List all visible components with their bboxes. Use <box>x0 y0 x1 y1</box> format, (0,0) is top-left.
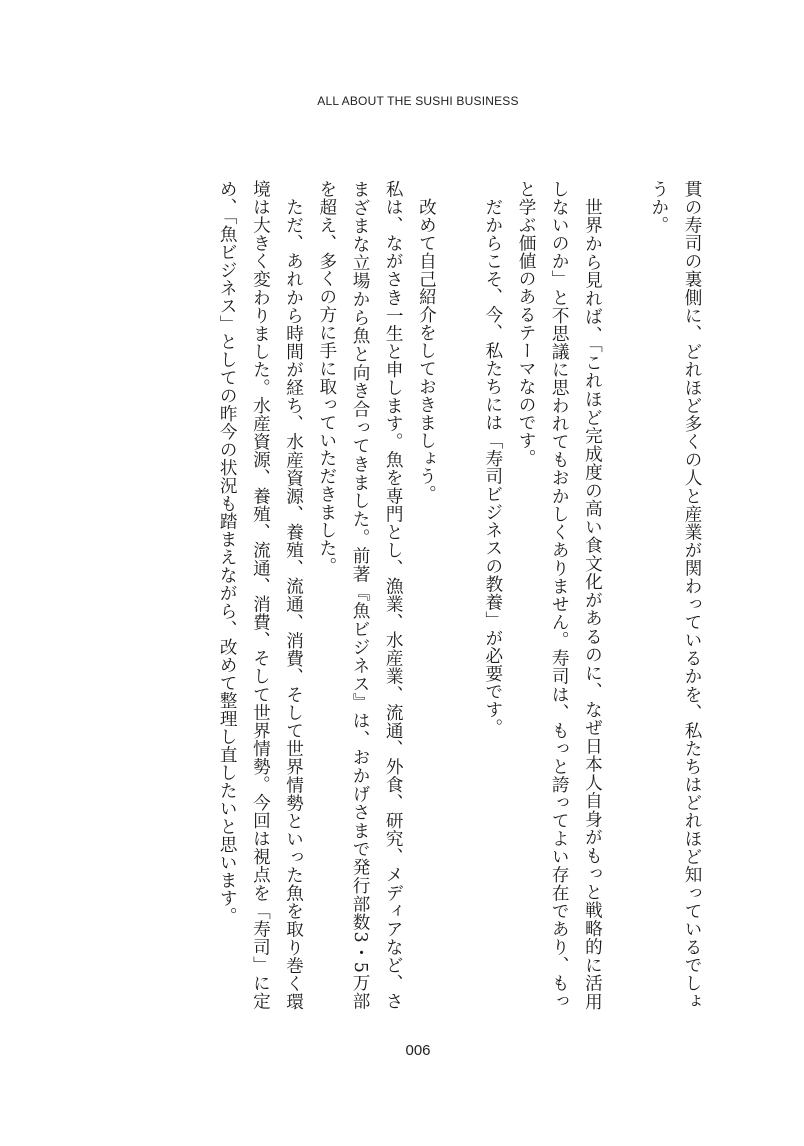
paragraph: 世界から見れば、「これほど完成度の高い食文化があるのに、なぜ日本人自身がもっと戦略的に活用しないのか」と不思議に思われてもおかしくありません。寿司は、もっと誇ってよい存在であり、もっと学ぶ価値のあるテーマなのです。 <box>516 180 603 1010</box>
paragraph: だからこそ、今、私たちには「寿司ビジネスの教養」が必要です。 <box>482 197 503 737</box>
body-text <box>210 180 708 1010</box>
paragraph: 私は、ながさき一生と申します。魚を専門とし、漁業、水産業、流通、外食、研究、メディアなど、さまざまな立場から魚と向き合ってきました。前著『魚ビジネス』は、おかげさまで発行部数3・5万部を超え、多くの方に手に取っていただきました。 <box>316 180 404 1010</box>
page-number: 006 <box>405 1042 431 1059</box>
paragraph: 改めて自己紹介をしておきましょう。 <box>416 197 437 503</box>
paragraph-gap <box>442 180 475 181</box>
running-header: ALL ABOUT THE SUSHI BUSINESS <box>317 94 519 108</box>
paragraph: ただ、あれから時間が経ち、水産資源、養殖、流通、消費、そして世界情勢といった魚を取り巻く環境は大きく変わりました。水産資源、養殖、流通、消費、そして世界情勢。今回は視点を「寿司」に定め、「魚ビジネス」としての昨今の状況も踏まえながら、改めて整理し直したいと思います。 <box>217 180 304 1010</box>
paragraph-continued: 貫の寿司の裏側に、どれほど多くの人と産業が関わっているかを、私たちはどれほど知っているでしょうか。 <box>648 180 702 1010</box>
paragraph-gap <box>608 180 641 181</box>
